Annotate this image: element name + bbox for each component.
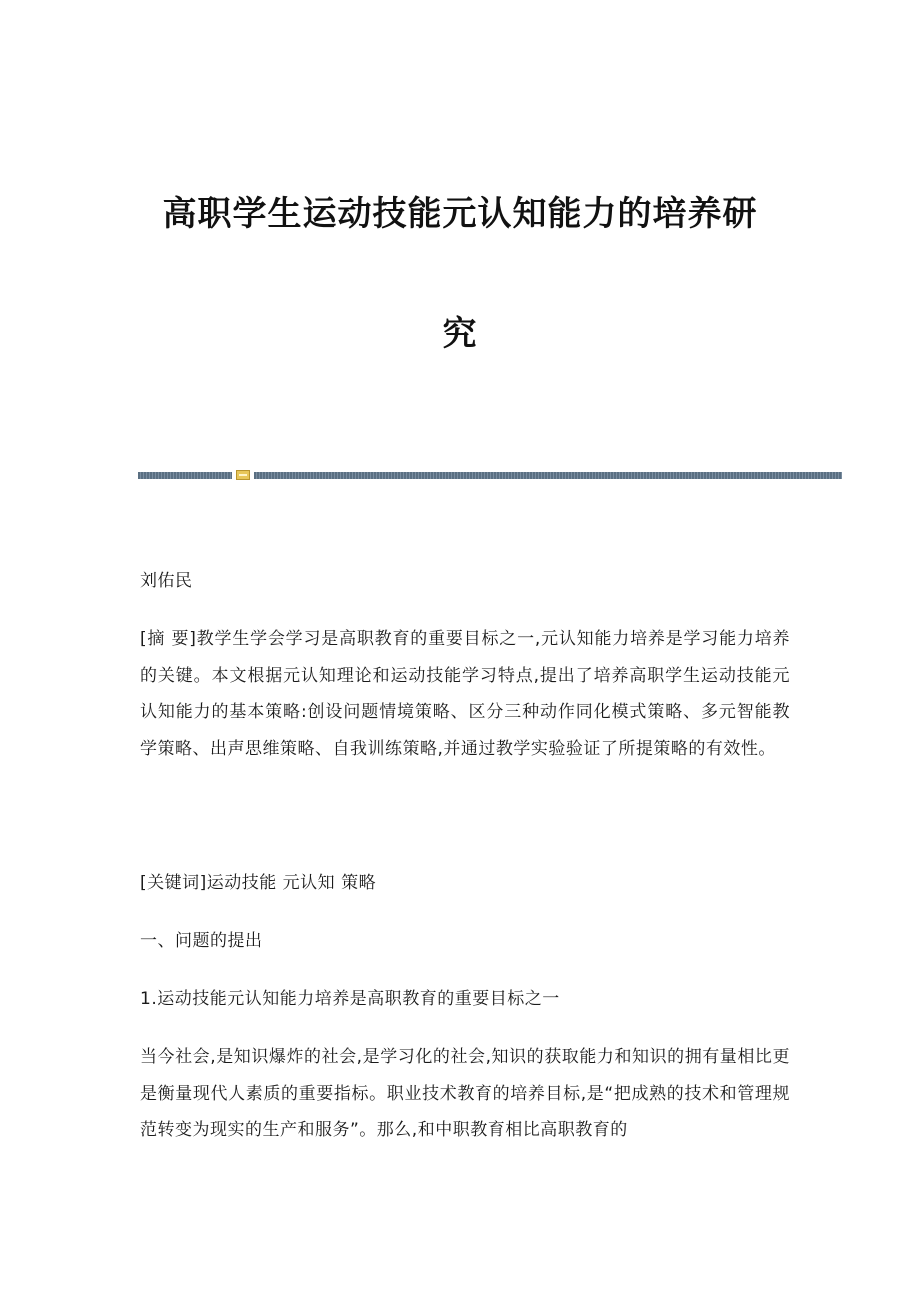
divider-ornament-icon (236, 470, 250, 480)
divider-bar-left (138, 472, 232, 479)
document-title-line-1: 高职学生运动技能元认知能力的培养研 (162, 194, 758, 234)
document-title-line-2: 究 (442, 314, 478, 354)
section-heading: 一、问题的提出 (140, 931, 263, 951)
keywords: [关键词]运动技能 元认知 策略 (140, 873, 377, 893)
abstract: [摘 要]教学生学会学习是高职教育的重要目标之一,元认知能力培养是学习能力培养的关键。本文根据元认知理论和运动技能学习特点,提出了培养高职学生运动技能元认知能力的基本策略:创设问题情境策略、区分三种动作同化模式策略、多元智能教学策略、出声思维策略、自我训练策略,并通过教学实验验证了所提策略的有效性。 (140, 629, 790, 759)
title-divider (138, 470, 842, 480)
author-name: 刘佑民 (140, 571, 193, 591)
subsection-heading: 1.运动技能元认知能力培养是高职教育的重要目标之一 (140, 989, 560, 1009)
divider-bar-right (254, 472, 842, 479)
body-paragraph: 当今社会,是知识爆炸的社会,是学习化的社会,知识的获取能力和知识的拥有量相比更是衡量现代人素质的重要指标。职业技术教育的培养目标,是“把成熟的技术和管理规范转变为现实的生产和服务”。那么,和中职教育相比高职教育的 (140, 1047, 790, 1140)
